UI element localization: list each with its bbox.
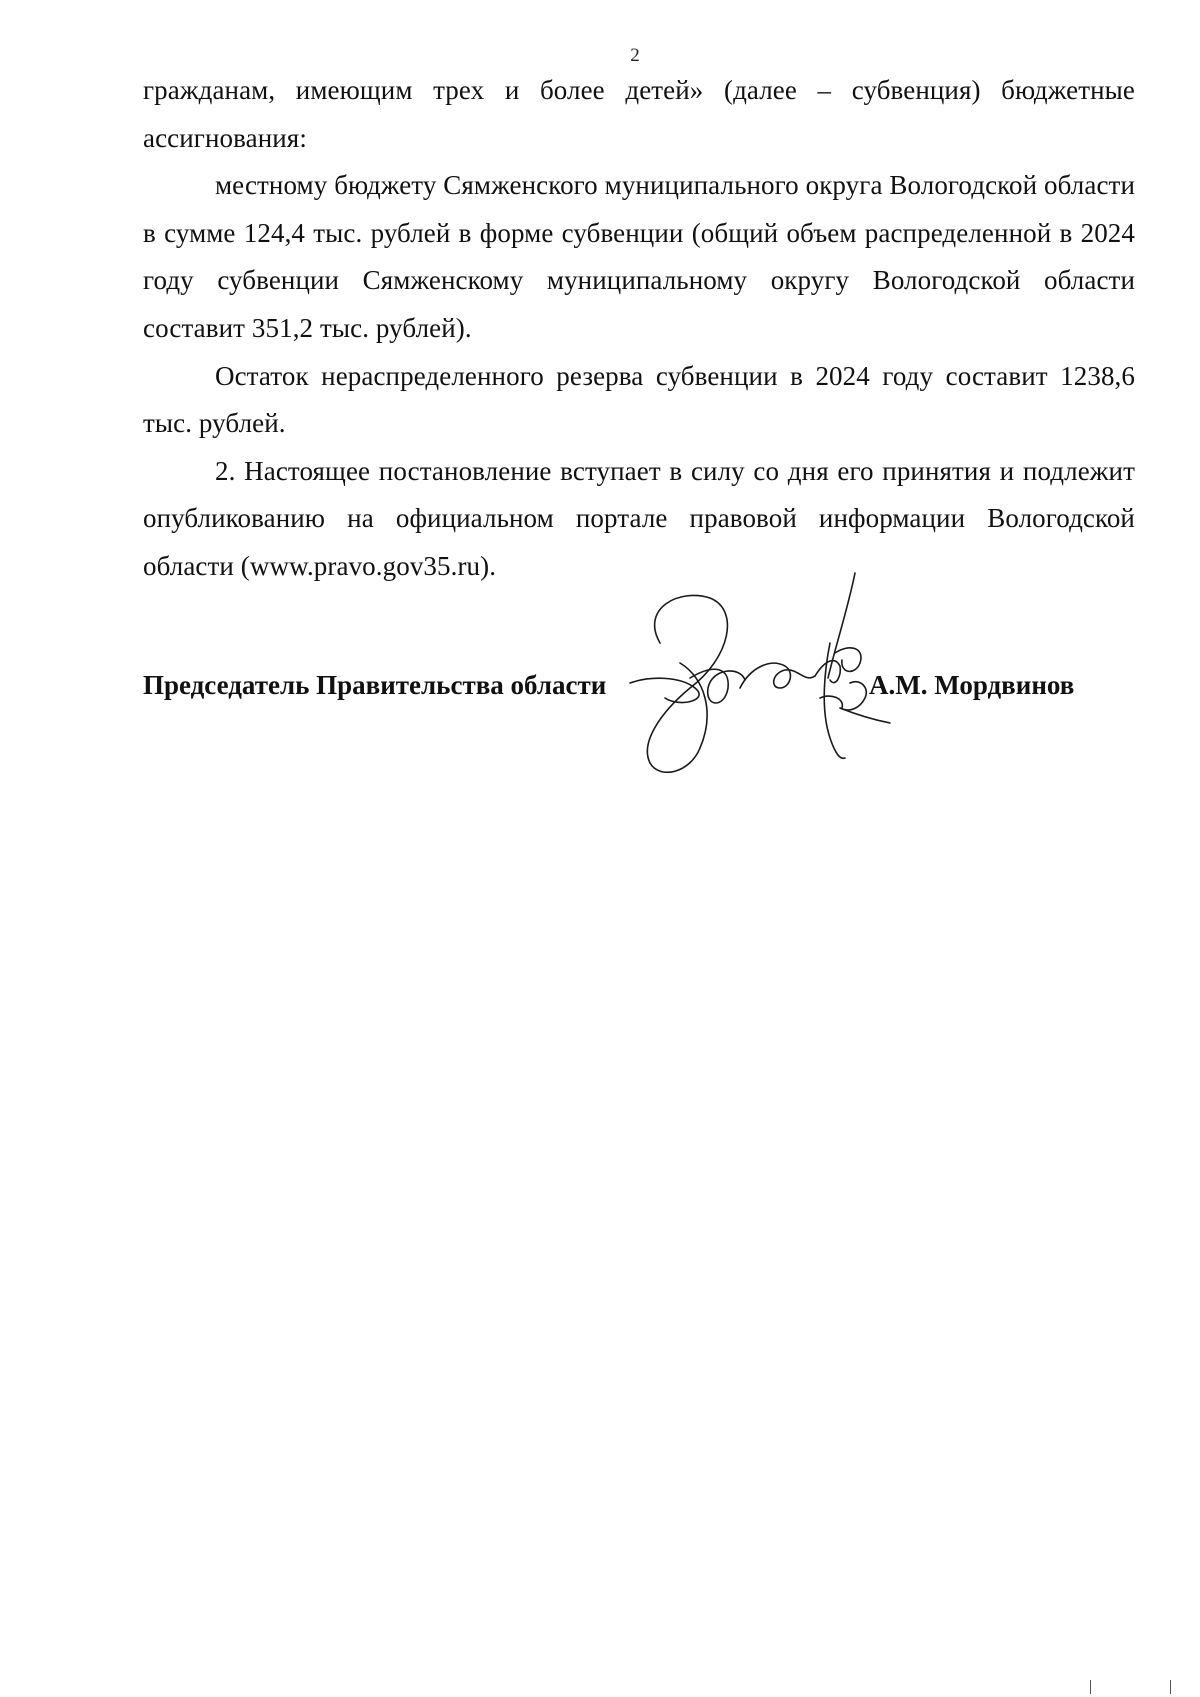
paragraph-continuation: гражданам, имеющим трех и более детей» (далее – субвенция) бюджетные ассигнования: — [143, 75, 1135, 153]
paragraph-effective-date: 2. Настоящее постановление вступает в силу со дня его принятия и подлежит опубликованию на официальном портале правовой информации Вологодской области (www.pravo.gov35.ru). — [143, 455, 1135, 581]
scan-edge-mark — [1170, 1680, 1171, 1694]
paragraph-reserve-balance: Остаток нераспределенного резерва субвенции в 2024 году составит 1238,6 тыс. рублей. — [143, 360, 1135, 439]
page-number: 2 — [630, 45, 640, 66]
scan-edge-mark — [1090, 1680, 1091, 1694]
handwritten-signature — [620, 548, 920, 788]
signer-name: А.М. Мордвинов — [869, 670, 1075, 700]
paragraph-local-budget: местному бюджету Сямженского муниципального округа Вологодской области в сумме 124,4 тыс. рублей в форме субвенции (общий объем распределенной в 2024 году субвенции Сямженскому муниципальному округу Вологодской области составит 351,2 тыс. рублей). — [143, 170, 1135, 343]
document-body — [143, 67, 1135, 591]
signer-title: Председатель Правительства области — [143, 670, 607, 700]
